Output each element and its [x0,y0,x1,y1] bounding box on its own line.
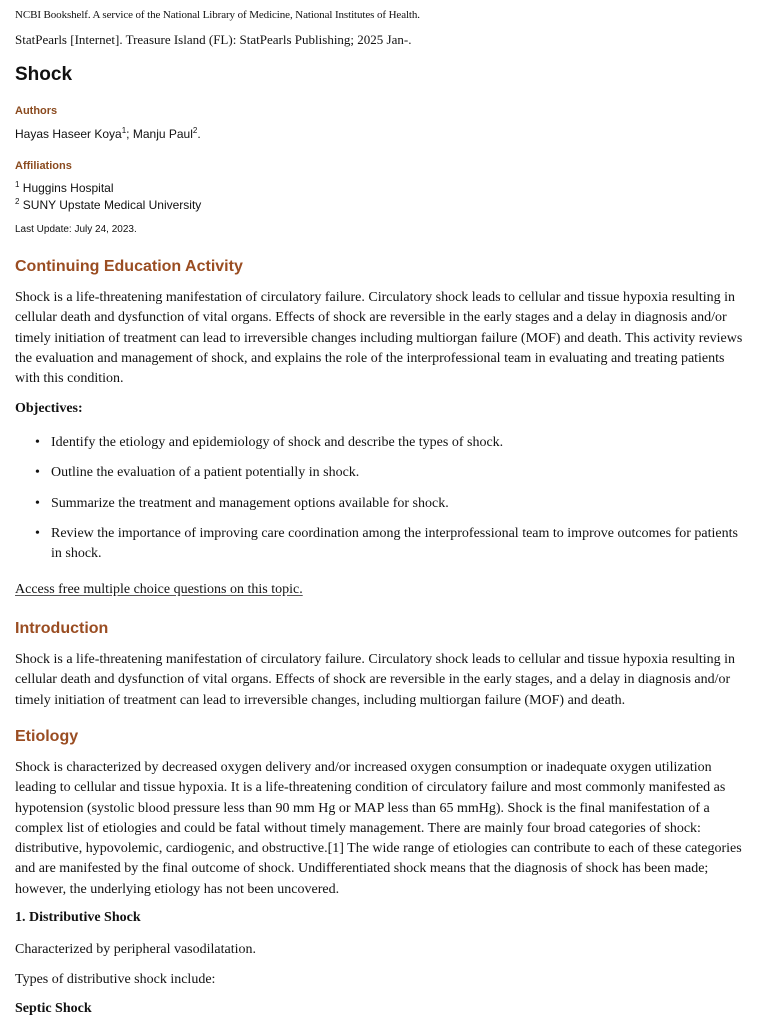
introduction-paragraph: Shock is a life-threatening manifestation of circulatory failure. Circulatory shock leads to cellular and tissue hypoxia resulting in cellular death and dysfunction of vital organs. Effects of shock are reversible in the early stages, and a delay in diagnosis and/or timely initiation of treatment can lead to irreversible changes, including multiorgan failure (MOF) and death. [15,652,736,708]
septic-shock-heading: Septic Shock [15,1001,92,1016]
authors-label: Authors [15,105,58,117]
author-name[interactable]: Hayas Haseer Koya [15,127,122,141]
affiliation-name: SUNY Upstate Medical University [22,198,202,212]
objective-text: Identify the etiology and epidemiology of shock and describe the types of shock. [51,435,504,450]
bullet-icon: • [35,525,40,541]
list-item [15,524,743,565]
affiliation-item [15,198,201,212]
distributive-types-text: Types of distributive shock include: [15,972,216,987]
list-item [15,494,743,514]
author-affil-sup: 2 [192,126,198,135]
affiliation-name: Huggins Hospital [22,181,114,195]
affiliation-item [15,181,114,195]
objectives-list [15,433,743,574]
distributive-shock-heading: 1. Distributive Shock [15,910,141,925]
author-separator: . [197,127,201,141]
objective-text: Review the importance of improving care coordination among the interprofessional team to improve outcomes for patients in shock. [51,525,738,562]
objective-text: Summarize the treatment and management options available for shock. [51,495,449,511]
objective-text: Outline the evaluation of a patient potentially in shock. [51,465,360,481]
bullet-icon: • [35,495,40,511]
objectives-label: Objectives: [15,401,83,416]
introduction-heading: Introduction [15,620,109,637]
ce-activity-paragraph: Shock is a life-threatening manifestation of circulatory failure. Circulatory shock leads to cellular and tissue hypoxia resulting in cellular death and dysfunction of vital organs. Effects of shock are reversible in the early stages and a delay in diagnosis and/or timely initiation of treatment can lead to irreversible changes including multiorgan failure (MOF) and death. This activity reviews the evaluation and management of shock, and explains the role of the interprofessional team in evaluating and treating patients with this condition. [15,290,743,387]
citation-line: StatPearls [Internet]. Treasure Island (FL): StatPearls Publishing; 2025 Jan-. [15,32,412,47]
affiliation-number: 2 [15,197,20,206]
ce-activity-heading: Continuing Education Activity [15,258,243,275]
bullet-icon: • [35,465,40,481]
author-affil-sup: 1 [121,126,127,135]
author-separator: ; [126,127,133,141]
list-item [15,433,743,453]
distributive-shock-text: Characterized by peripheral vasodilatation. [15,942,257,957]
list-item [15,463,743,483]
etiology-heading: Etiology [15,728,79,745]
etiology-paragraph: Shock is characterized by decreased oxygen delivery and/or increased oxygen consumption or inadequate oxygen utilization leading to cellular and tissue hypoxia. It is a life-threatening condition of circulatory failure and most commonly manifested as hypotension (systolic blood pressure less than 90 mm Hg or MAP less than 65 mmHg). Shock is the final manifestation of a complex list of etiologies and could be fatal without timely management. There are mainly four broad categories of shock: distributive, hypovolemic, cardiogenic, and obstructive.[1] The wide range of etiologies can contribute to each of these categories and are manifested by the final outcome of shock. Undifferentiated shock means that the diagnosis of shock has been made; however, the underlying etiology has not been uncovered. [15,760,742,897]
page-title: Shock [15,64,73,85]
bullet-icon: • [35,435,40,450]
authors-line [15,127,201,141]
last-update: Last Update: July 24, 2023. [15,224,137,235]
author-name[interactable]: Manju Paul [132,127,193,141]
affiliations-label: Affiliations [15,160,72,172]
affiliation-number: 1 [15,180,20,189]
bookshelf-line: NCBI Bookshelf. A service of the National Library of Medicine, National Institutes of Health. [15,9,420,21]
mcq-link[interactable]: Access free multiple choice questions on this topic. [15,582,303,597]
